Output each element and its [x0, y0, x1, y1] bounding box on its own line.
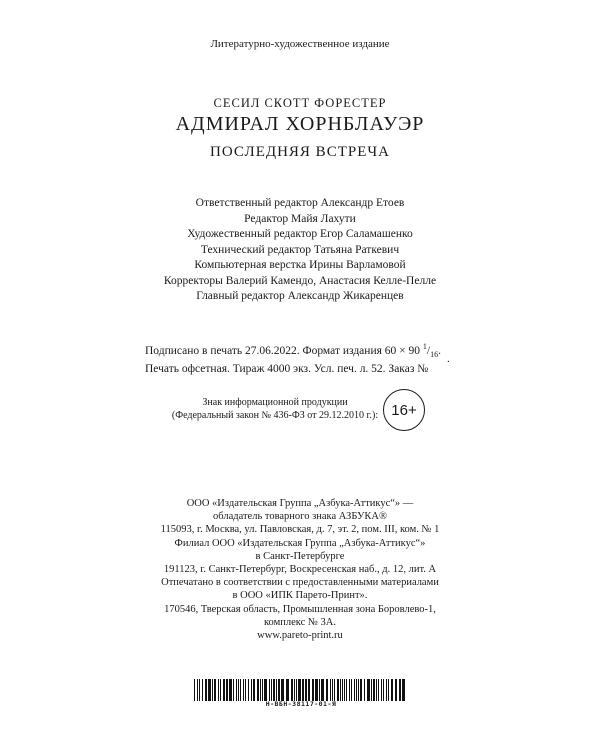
age-label-line1: Знак информационной продукции — [202, 397, 348, 408]
imprint-line: в Санкт-Петербурге — [255, 550, 345, 562]
age-label-line2: (Федеральный закон № 436-ФЗ от 29.12.2010 г.): — [171, 410, 379, 421]
barcode-image — [194, 679, 408, 701]
trailing-mark: . — [447, 353, 450, 365]
imprint-line: 170546, Тверская область, Промышленная зона Боровлево-1, — [164, 603, 436, 615]
imprint-line: обладатель товарного знака АЗБУКА® — [213, 511, 387, 523]
imprint-line: www.pareto-print.ru — [257, 630, 343, 642]
credit-line: Ответственный редактор Александр Етоев — [195, 197, 405, 209]
fraction-numerator: 1 — [422, 342, 427, 351]
imprint-line: комплекс № 3А. — [263, 616, 336, 628]
publisher-imprint — [0, 497, 600, 642]
print-format-text: Подписано в печать 27.06.2022. Формат издания 60 × 90 — [145, 344, 420, 357]
imprint-line: Отпечатано в соответствии с предоставленными материалами — [161, 577, 439, 589]
imprint-line: Филиал ООО «Издательская Группа „Азбука-Аттикус“» — [174, 537, 426, 549]
imprint-line: в ООО «ИПК Парето-Принт». — [232, 590, 368, 602]
imprint-line: 191123, г. Санкт-Петербург, Воскресенская наб., д. 12, лит. А — [163, 564, 437, 576]
print-info — [145, 339, 441, 377]
barcode-text: Н-ВБН-38117-01-Я — [265, 700, 337, 708]
book-subtitle: ПОСЛЕДНЯЯ ВСТРЕЧА — [210, 144, 390, 160]
chief-editor: Главный редактор Александр Жикаренцев — [196, 290, 404, 302]
credit-line: Художественный редактор Егор Саламашенко — [187, 228, 413, 240]
credit-line: Компьютерная верстка Ирины Варламовой — [194, 259, 406, 271]
editorial-credits — [0, 196, 600, 289]
fraction-denominator: 16 — [430, 350, 439, 360]
age-rating-label — [170, 396, 380, 422]
book-title: АДМИРАЛ ХОРНБЛАУЭР — [175, 113, 425, 135]
imprint-line: 115093, г. Москва, ул. Павловская, д. 7, эт. 2, пом. III, ком. № 1 — [160, 524, 440, 536]
print-info-line2: Печать офсетная. Тираж 4000 экз. Усл. печ. л. 52. Заказ № — [145, 363, 429, 376]
imprint-line: ООО «Издательская Группа „Азбука-Аттикус“» — — [186, 498, 414, 509]
publication-type: Литературно-художественное издание — [210, 38, 390, 50]
print-info-line1: Подписано в печать 27.06.2022. Формат издания 60 × 90 $^1/_{16}$. — [145, 342, 441, 360]
credit-line: Технический редактор Татьяна Раткевич — [200, 243, 400, 256]
credit-line: Корректоры Валерий Камендо, Анастасия Келле-Пелле — [163, 274, 437, 287]
age-rating-badge: 16+ — [383, 389, 425, 431]
credit-line: Редактор Майя Лахути — [244, 212, 356, 225]
author-name: СЕСИЛ СКОТТ ФОРЕСТЕР — [213, 96, 387, 110]
